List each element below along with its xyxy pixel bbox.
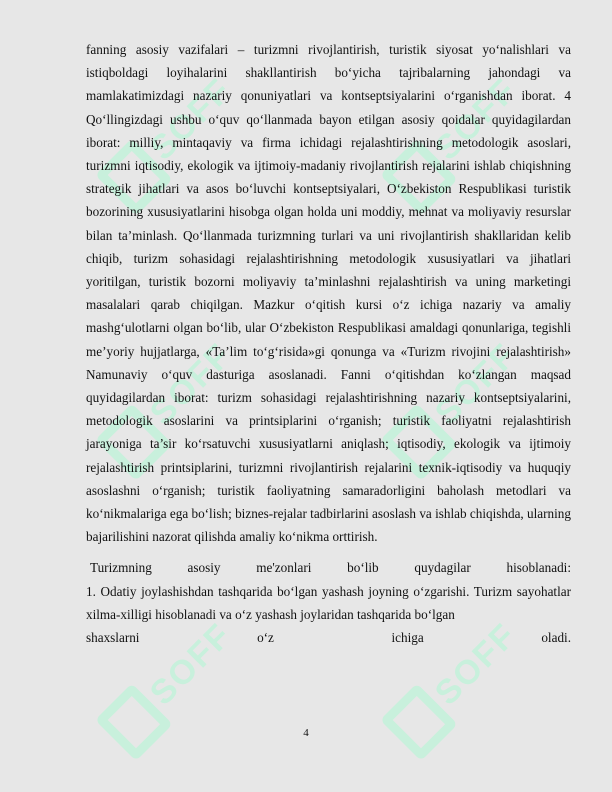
- paragraph-1: fanning asosiy vazifalari – turizmni rivojlantirish, turistik siyosat yo‘nalishlari va istiqboldagi loyihalarini shakllantirish bo‘yicha tajribalarning jahondagi va mamlakatimizdagi nazariy qonuniyatlari va kontseptsiyalarini o‘rganishdan iborat. 4 Qo‘llingizdagi ushbu o‘quv qo‘llanmada bayon etilgan asosiy qoidalar quyidagilardan iborat: milliy, mintaqaviy va firma ichidagi rejalashtirishning metodologik asoslari, turizmni iqtisodiy, ekologik va ijtimoiy-madaniy rivojlantirish rejalarini ishlab chiqishning strategik jihatlari va asos bo‘luvchi kontseptsiyalari, O‘zbekiston Respublikasi turistik bozorining xususiyatlarini hisobga olgan holda uni moddiy, mehnat va moliyaviy resurslar bilan ta’minlash. Qo‘llanmada turizmning turlari va uni rivojlantirish shakllaridan kelib chiqib, turizm sohasidagi rejalashtirishning metodologik xususiyatlari va jihatlari yoritilgan, turistik bozorni moliyaviy ta’minlashni rejalashtirish va uning marketingi masalalari qarab chiqilgan. Mazkur o‘qitish kursi o‘z ichiga nazariy va amaliy mashg‘ulotlarni olgan bo‘lib, ular O‘zbekiston Respublikasi amaldagi qonunlariga, tegishli me’yoriy hujjatlarga, «Ta’lim to‘g‘risida»gi qonunga va «Turizm rivojini rejalashtirish» Namunaviy o‘quv dasturiga asoslanadi. Fanni o‘qitishdan ko‘zlangan maqsad quyidagilardan iborat: turizm sohasidagi rejalashtirishning nazariy kontseptsiyalarini, metodologik asoslarini va printsiplarini o‘rganish; turistik faoliyatni rejalashtirish jarayoniga ta’sir ko‘rsatuvchi xususiyatlarni aniqlash; iqtisodiy, ekologik va ijtimoiy rejalashtirish printsiplarini, turizmni rivojlantirish rejalarini texnik-iqtisodiy va huquqiy asoslashni o‘rganish; turistik faoliyatning samaradorligini baholash metodlari va ko‘nikmalariga ega bo‘lish; biznes-rejalar tadbirlarini asoslash va ishlab chiqishda, ularning bajarilishini nazorat qilishda amaliy ko‘nikma orttirish.: [86, 42, 571, 545]
- watermark-glyph: [380, 683, 458, 761]
- page-number: 4: [303, 727, 309, 739]
- paragraph-2: 1. Odatiy joylashishdan tashqarida bo‘lgan yashash joyning o‘zgarishi. Turizm sayohatlar xilma-xilligi hisoblanadi va o‘z yashash joylaridan tashqarida bo‘lgan: [86, 583, 571, 622]
- watermark-text: SOFF: [427, 70, 525, 168]
- watermark-text: SOFF: [142, 70, 240, 168]
- paragraph-2-last-line: shaxslarni o‘z ichiga oladi.: [86, 630, 571, 646]
- paragraph-2-heading: Turizmning asosiy me'zonlari bo‘lib quydagilar hisoblanadi:: [90, 560, 571, 576]
- watermark-text: SOFF: [427, 335, 525, 433]
- watermark-text: SOFF: [142, 615, 240, 713]
- document-page: [86, 38, 571, 649]
- watermark-text: SOFF: [427, 615, 525, 713]
- body-text: [86, 38, 571, 649]
- watermark-glyph: [95, 683, 173, 761]
- watermark-text: SOFF: [142, 335, 240, 433]
